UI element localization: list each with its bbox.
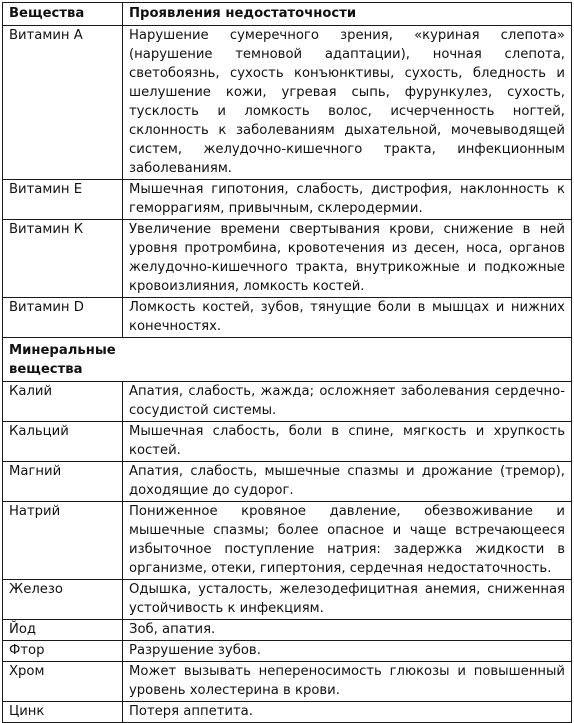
deficiency-description: Мышечная слабость, боли в спине, мягкость и хрупкость костей.: [123, 422, 572, 462]
substance-name: Натрий: [3, 502, 123, 580]
table-row-vitamin-k: [3, 220, 572, 298]
deficiency-description: Может вызывать непереносимость глюкозы и повышенный уровень холестерина в крови.: [123, 662, 572, 702]
substance-name: Железо: [3, 580, 123, 620]
substance-name: Хром: [3, 662, 123, 702]
substance-name: Витамин A: [3, 26, 123, 180]
substance-name: Калий: [3, 382, 123, 422]
substance-name: Магний: [3, 462, 123, 502]
table-row-iodine: [3, 620, 572, 641]
section-title-text: Минеральные вещества: [9, 343, 116, 377]
table-row-vitamin-e: [3, 180, 572, 220]
header-manifestations: Проявления недостаточности: [123, 3, 572, 26]
table-header-row: [3, 3, 572, 26]
section-row-minerals: [3, 338, 572, 382]
deficiency-description: Нарушение сумеречного зрения, «куриная слепота» (нарушение темновой адаптации), ночная слепота, светобоязнь, сухость конъюнктивы, сухость, бледность и шелушение кожи, угревая сыпь, фурункулез, сухость, тусклость и ломкость волос, исчерченность ногтей, склонность к заболеваниям дыхательной, мочевыводящей систем, желудочно-кишечного тракта, инфекционным заболеваниям.: [123, 26, 572, 180]
table-row-magnesium: [3, 462, 572, 502]
deficiency-table: [2, 2, 572, 723]
deficiency-description: Пониженное кровяное давление, обезвоживание и мышечные спазмы; более опасное и чаще встречающееся избыточное поступление натрия: задержка жидкости в организме, отеки, гипертония, сердечная недостаточность.: [123, 502, 572, 580]
deficiency-description: Ломкость костей, зубов, тянущие боли в мышцах и нижних конечностях.: [123, 298, 572, 338]
table-row-vitamin-d: [3, 298, 572, 338]
header-substances: Вещества: [3, 3, 123, 26]
deficiency-description: Зоб, апатия.: [123, 620, 572, 641]
table-row-zinc: [3, 702, 572, 723]
table-row-chromium: [3, 662, 572, 702]
deficiency-description: Увеличение времени свертывания крови, снижение в ней уровня протромбина, кровотечения из десен, носа, органов желудочно-кишечного тракта, внутрикожные и подкожные кровоизлияния, ломкость костей.: [123, 220, 572, 298]
table-row-potassium: [3, 382, 572, 422]
substance-name: Кальций: [3, 422, 123, 462]
substance-name: Цинк: [3, 702, 123, 723]
substance-name: Фтор: [3, 641, 123, 662]
table-row-vitamin-a: [3, 26, 572, 180]
deficiency-description: Потеря аппетита.: [123, 702, 572, 723]
substance-name: Витамин E: [3, 180, 123, 220]
deficiency-description: Мышечная гипотония, слабость, дистрофия, наклонность к геморрагиям, привычным, склеродермии.: [123, 180, 572, 220]
deficiency-description: Одышка, усталость, железодефицитная анемия, сниженная устойчивость к инфекциям.: [123, 580, 572, 620]
table-row-fluorine: [3, 641, 572, 662]
substance-name: Витамин D: [3, 298, 123, 338]
table-row-sodium: [3, 502, 572, 580]
deficiency-description: Апатия, слабость, жажда; осложняет заболевания сердечно-сосудистой системы.: [123, 382, 572, 422]
section-title-minerals: [3, 338, 572, 382]
substance-name: Витамин К: [3, 220, 123, 298]
table-row-iron: [3, 580, 572, 620]
substance-name: Йод: [3, 620, 123, 641]
table-row-calcium: [3, 422, 572, 462]
deficiency-description: Апатия, слабость, мышечные спазмы и дрожание (тремор), доходящие до судорог.: [123, 462, 572, 502]
deficiency-description: Разрушение зубов.: [123, 641, 572, 662]
